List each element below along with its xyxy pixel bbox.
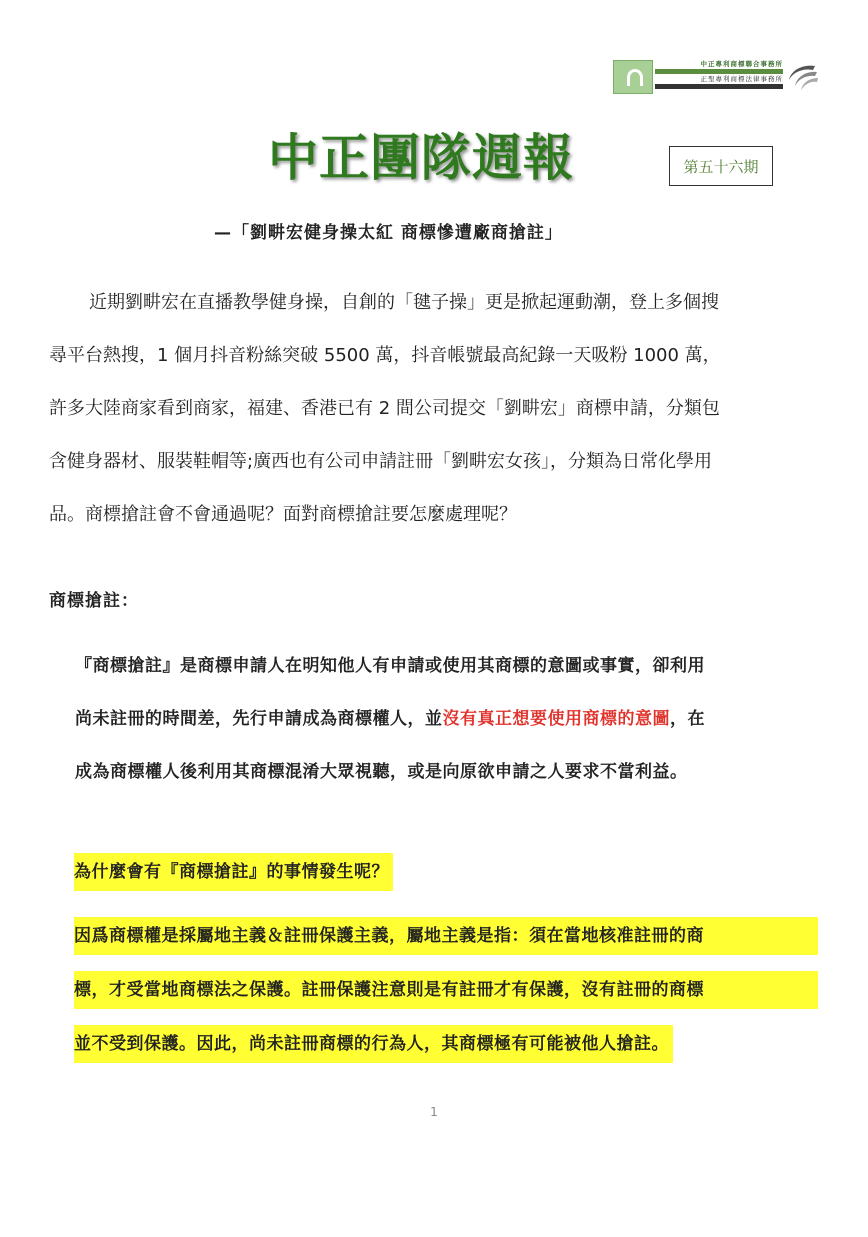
answer-line: 標，才受當地商標法之保護。註冊保護注意則是有註冊才有保護，沒有註冊的商標 [74, 971, 818, 1009]
highlighted-answer [74, 917, 818, 1079]
definition-text: ，在 [670, 709, 705, 729]
intro-line: 尋平台熱搜，1 個月抖音粉絲突破 5500 萬，抖音帳號最高紀錄一天吸粉 1000 萬， [49, 345, 721, 366]
firm-logo-text [655, 60, 783, 94]
page-number: 1 [430, 1105, 438, 1119]
highlighted-question: 為什麼會有『商標搶註』的事情發生呢？ [74, 853, 393, 891]
emphasis-text: 沒有真正想要使用商標的意圖 [442, 709, 670, 729]
firm-name-2: 正聖專利商標法律事務所 [700, 75, 783, 83]
intro-line: 近期劉畊宏在直播教學健身操，自創的「毽子操」更是掀起運動潮，登上多個搜 [89, 292, 719, 313]
definition-line: 成為商標權人後利用其商標混淆大眾視聽，或是向原欲申請之人要求不當利益。 [75, 762, 688, 782]
page-title: 中正團隊週報 [268, 129, 574, 187]
definition-paragraph [75, 640, 820, 799]
intro-line: 含健身器材、服裝鞋帽等;廣西也有公司申請註冊「劉畊宏女孩」，分類為日常化學用 [49, 451, 713, 472]
logo-band-bar-dark [655, 84, 783, 89]
firm-logo-emblem-icon [613, 60, 653, 94]
answer-line: 因爲商標權是採屬地主義＆註冊保護主義，屬地主義是指：須在當地核准註冊的商 [74, 917, 818, 955]
answer-line: 並不受到保護。因此，尚未註冊商標的行為人，其商標極有可能被他人搶註。 [74, 1025, 673, 1063]
definition-line: 『商標搶註』是商標申請人在明知他人有申請或使用其商標的意圖或事實，卻利用 [75, 656, 705, 676]
swoosh-icon [785, 62, 819, 92]
intro-paragraph [49, 276, 819, 541]
logo-band-bar [655, 69, 783, 74]
section-heading: 商標搶註： [49, 591, 139, 611]
intro-line: 品。商標搶註會不會通過呢？面對商標搶註要怎麼處理呢？ [49, 504, 517, 525]
firm-logo [613, 60, 818, 96]
issue-number-badge: 第五十六期 [669, 146, 773, 186]
definition-line [75, 693, 820, 746]
article-subtitle: —「劉畊宏健身操太紅 商標慘遭廠商搶註」 [214, 223, 563, 243]
firm-name-1: 中正專利商標聯合事務所 [700, 60, 783, 68]
intro-line: 許多大陸商家看到商家，福建、香港已有 2 間公司提交「劉畊宏」商標申請，分類包 [49, 398, 720, 419]
definition-text: 尚未註冊的時間差，先行申請成為商標權人，並 [75, 709, 443, 729]
